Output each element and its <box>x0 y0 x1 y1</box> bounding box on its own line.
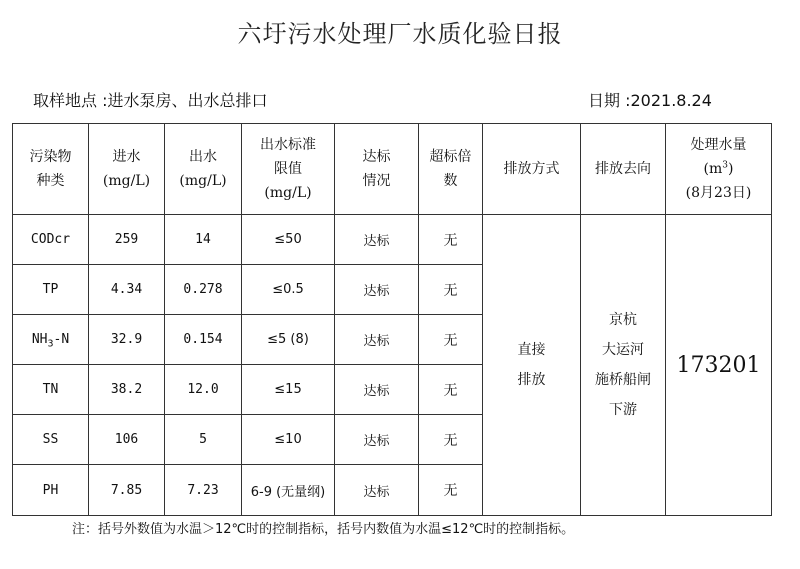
header-exceed: 超标倍 数 <box>419 124 483 215</box>
header-inflow: 进水 (mg/L) <box>89 124 165 215</box>
cell-exceed: 无 <box>419 365 483 415</box>
cell-pollutant: TP <box>13 265 89 315</box>
cell-status: 达标 <box>335 315 419 365</box>
cell-pollutant: TN <box>13 365 89 415</box>
cell-treated-volume: 173201 <box>666 215 772 516</box>
cell-limit: ≤10 <box>242 415 335 465</box>
cell-status: 达标 <box>335 415 419 465</box>
cell-exceed: 无 <box>419 265 483 315</box>
page-title: 六圩污水处理厂水质化验日报 <box>237 20 563 48</box>
cell-outflow: 0.154 <box>165 315 242 365</box>
header-discharge-destination: 排放去向 <box>581 124 666 215</box>
cell-exceed: 无 <box>419 315 483 365</box>
cell-limit: 6-9 (无量纲) <box>242 465 335 516</box>
cell-limit: ≤5 (8) <box>242 315 335 365</box>
cell-status: 达标 <box>335 365 419 415</box>
cell-exceed: 无 <box>419 215 483 265</box>
cell-exceed: 无 <box>419 465 483 516</box>
cell-limit: ≤0.5 <box>242 265 335 315</box>
header-outflow: 出水 (mg/L) <box>165 124 242 215</box>
cell-inflow: 7.85 <box>89 465 165 516</box>
table-row <box>13 215 772 265</box>
cell-discharge-destination: 京杭 大运河 施桥船闸 下游 <box>581 215 666 516</box>
cell-inflow: 259 <box>89 215 165 265</box>
cell-pollutant: CODcr <box>13 215 89 265</box>
header-volume: 处理水量 $(m^3)$ (8月23日) <box>666 124 772 215</box>
cell-outflow: 14 <box>165 215 242 265</box>
water-quality-table <box>12 123 772 516</box>
report-date: 日期 :2021.8.24 <box>588 91 712 110</box>
cell-pollutant: PH <box>13 465 89 516</box>
header-discharge-method: 排放方式 <box>483 124 581 215</box>
cell-status: 达标 <box>335 215 419 265</box>
cell-outflow: 12.0 <box>165 365 242 415</box>
cell-outflow: 7.23 <box>165 465 242 516</box>
sampling-location: 取样地点 :进水泵房、出水总排口 <box>33 91 268 110</box>
header-pollutant: 污染物 种类 <box>13 124 89 215</box>
cell-outflow: 0.278 <box>165 265 242 315</box>
cell-limit: ≤15 <box>242 365 335 415</box>
cell-exceed: 无 <box>419 415 483 465</box>
cell-outflow: 5 <box>165 415 242 465</box>
footnote: 注：括号外数值为水温＞12℃时的控制指标，括号内数值为水温≤12℃时的控制指标。 <box>72 522 575 537</box>
cell-status: 达标 <box>335 465 419 516</box>
cell-pollutant: SS <box>13 415 89 465</box>
header-row <box>13 124 772 215</box>
header-limit: 出水标准 限值 (mg/L) <box>242 124 335 215</box>
cell-discharge-method: 直接 排放 <box>483 215 581 516</box>
header-status: 达标 情况 <box>335 124 419 215</box>
cell-status: 达标 <box>335 265 419 315</box>
cell-inflow: 32.9 <box>89 315 165 365</box>
cell-pollutant: $NH_3-N$ <box>13 315 89 365</box>
cell-limit: ≤50 <box>242 215 335 265</box>
cell-inflow: 106 <box>89 415 165 465</box>
cell-inflow: 4.34 <box>89 265 165 315</box>
cell-inflow: 38.2 <box>89 365 165 415</box>
